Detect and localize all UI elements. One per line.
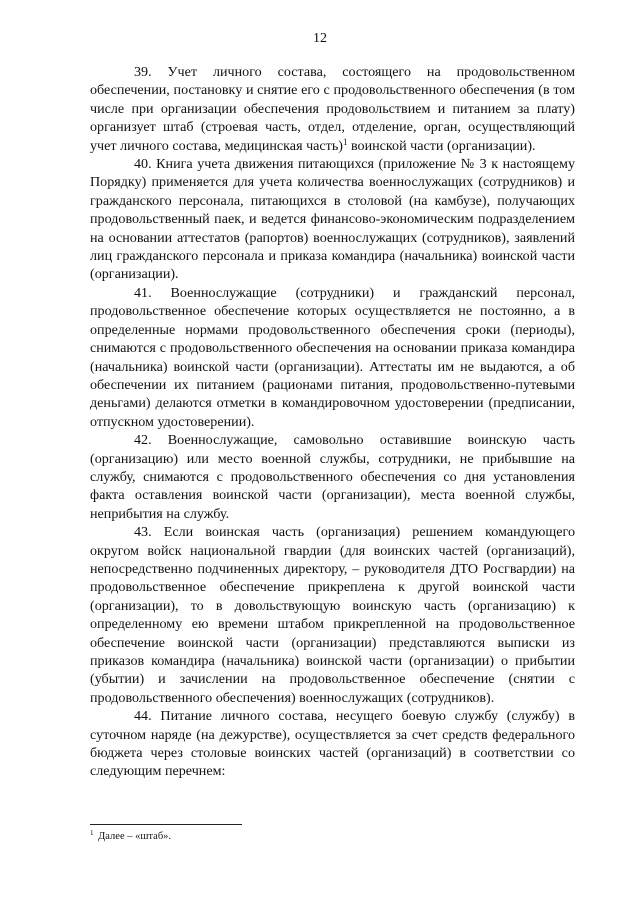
paragraph-39-text-end: воинской части (организации). [347, 137, 536, 154]
footnote [90, 830, 171, 843]
paragraph-39-text: 39. Учет личного состава, состоящего на продовольственном обеспечении, постановку и снятие его с продовольственного обеспечения (в том числе при организации обеспечения продовольствием и питанием за плату) организует штаб (строевая часть, отдел, отделение, орган, осуществляющий учет личного состава, медицинская часть) [90, 64, 575, 154]
paragraph-41: 41. Военнослужащие (сотрудники) и гражданский персонал, продовольственное обеспечение которых осуществляется не постоянно, а в определенные нормами продовольственного обеспечения сроки (периоды), снимаются с продовольственного обеспечения на основании приказа командира (начальника) воинской части (организации). Аттестаты им не выдаются, а об обеспечении их питанием (рационами питания, продовольственно-путевыми деньгами) делаются отметки в командировочном удостоверении (предписании, отпускном удостоверении). [90, 284, 575, 430]
paragraph-43: 43. Если воинская часть (организация) решением командующего округом войск национальной гвардии (для воинских частей (организаций), непосредственно подчиненных директору, – руководителя ДТО Росгвардии) на продовольственное обеспечение прикреплена к другой воинской части (организации), то в довольствующую воинскую часть (организацию) к определенному ею времени штабом прикрепленной на продовольственное обеспечение воинской части (организации) представляются выписки из приказов командира (начальника) воинской части (организации) о прибытии (убытии) и зачислении на продовольственное обеспечение (снятии с продовольственного обеспечения) военнослужащих (сотрудников). [90, 524, 575, 706]
paragraph-40: 40. Книга учета движения питающихся (приложение № 3 к настоящему Порядку) применяется для учета количества военнослужащих (сотрудников) и гражданского персонала, питающихся в столовой (на камбузе), получающих продовольственный паек, и ведется финансово-экономическим подразделением на основании аттестатов (рапортов) военнослужащих (сотрудников), заявлений лиц гражданского персонала и приказа командира (начальника) воинской части (организации). [90, 156, 575, 283]
paragraph-42: 42. Военнослужащие, самовольно оставившие воинскую часть (организацию) или место военной службы, сотрудники, не прибывшие на службу, снимаются с продовольственного обеспечения со дня установления факта оставления воинской части (организации), места военной службы, неприбытия на службу. [90, 432, 575, 522]
footnote-mark: 1 [90, 829, 94, 837]
paragraph-44: 44. Питание личного состава, несущего боевую службу (службу) в суточном наряде (на дежурстве), осуществляется за счет средств федерального бюджета через столовые воинских частей (организаций) в соответствии со следующим перечнем: [90, 708, 575, 780]
paragraph-39 [90, 63, 575, 155]
page-number: 12 [313, 31, 327, 46]
document-body [90, 63, 575, 781]
footnote-text: Далее – «штаб». [95, 831, 172, 842]
footnote-separator [90, 824, 242, 825]
footnote-reference[interactable]: 1 [342, 136, 348, 147]
